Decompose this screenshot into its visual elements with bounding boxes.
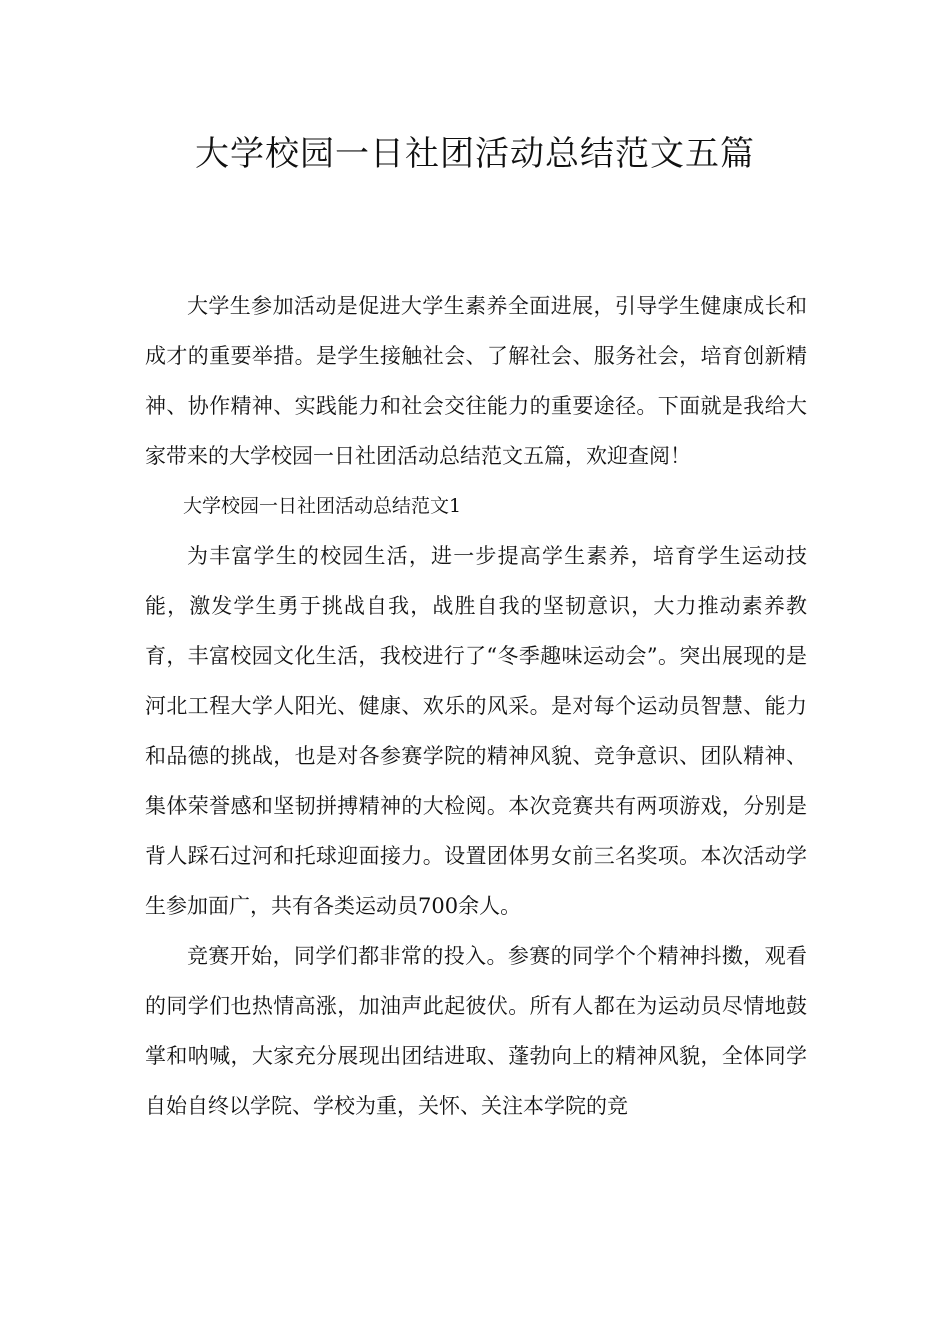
intro-paragraph: 大学生参加活动是促进大学生素养全面进展，引导学生健康成长和成才的重要举措。是学生接触社会、了解社会、服务社会，培育创新精神、协作精神、实践能力和社会交往能力的重要途径。下面就是我给大家带来的大学校园一日社团活动总结范文五篇，欢迎查阅！ [145,294,807,468]
body-paragraph: 为丰富学生的校园生活，进一步提高学生素养，培育学生运动技能，激发学生勇于挑战自我，战胜自我的坚韧意识，大力推动素养教育，丰富校园文化生活，我校进行了“冬季趣味运动会”。突出展现的是河北工程大学人阳光、健康、欢乐的风采。是对每个运动员智慧、能力和品德的挑战，也是对各参赛学院的精神风貌、竞争意识、团队精神、集体荣誉感和坚韧拼搏精神的大检阅。本次竞赛共有两项游戏，分别是背人踩石过河和托球迎面接力。设置团体男女前三名奖项。本次活动学生参加面广，共有各类运动员700余人。 [145,544,807,918]
document-body [145,281,807,1131]
section-heading: 大学校园一日社团活动总结范文1 [183,495,462,517]
document-title: 大学校园一日社团活动总结范文五篇 [195,134,755,174]
body-paragraph: 竞赛开始，同学们都非常的投入。参赛的同学个个精神抖擞，观看的同学们也热情高涨，加油声此起彼伏。所有人都在为运动员尽情地鼓掌和呐喊，大家充分展现出团结进取、蓬勃向上的精神风貌，全体同学自始自终以学院、学校为重，关怀、关注本学院的竞 [145,944,807,1118]
